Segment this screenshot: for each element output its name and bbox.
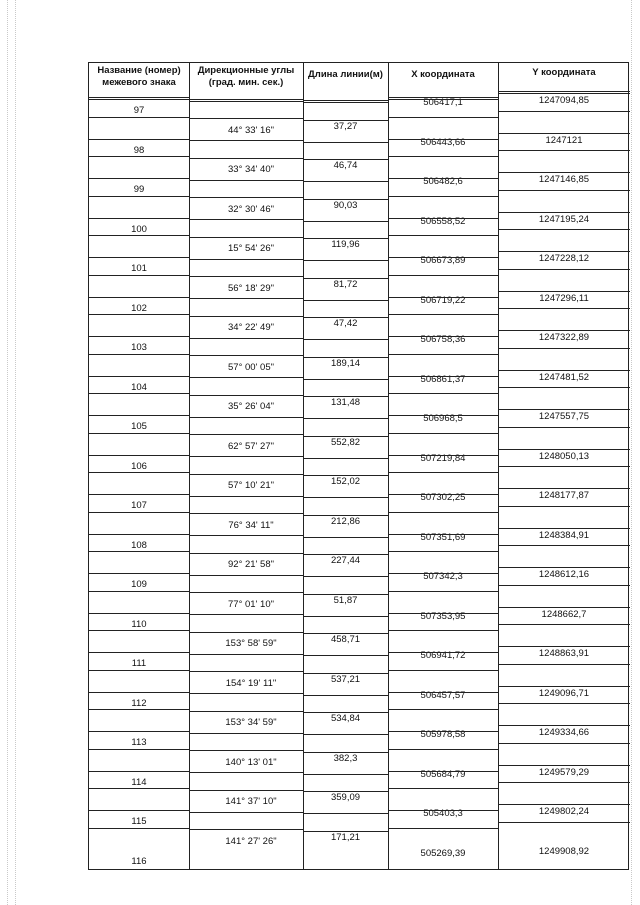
- point-name: 112: [131, 697, 147, 709]
- row-divider: [89, 117, 189, 118]
- row-divider: [189, 298, 303, 299]
- row-divider: [388, 218, 498, 219]
- row-divider: [303, 576, 388, 577]
- survey-coordinates-table: [88, 62, 629, 870]
- row-divider: [189, 434, 303, 435]
- row-divider: [189, 671, 303, 672]
- point-name: 116: [131, 855, 147, 867]
- directional-angle: 77° 01' 10": [228, 598, 274, 610]
- directional-angle: 141° 27' 26": [225, 835, 277, 847]
- row-divider: [189, 790, 303, 791]
- point-name: 108: [131, 539, 147, 551]
- row-divider: [89, 196, 189, 197]
- row-divider: [388, 235, 498, 236]
- row-divider: [388, 670, 498, 671]
- row-divider: [498, 133, 630, 134]
- row-divider: [303, 813, 388, 814]
- y-coordinate: 1248612,16: [538, 569, 590, 580]
- row-divider: [189, 118, 303, 119]
- row-divider: [303, 300, 388, 301]
- line-length: 152,02: [330, 476, 361, 488]
- y-coordinate: 1247146,85: [538, 174, 590, 185]
- row-divider: [388, 139, 498, 140]
- y-coordinate: 1247195,24: [538, 213, 590, 225]
- x-coordinate: 506861,37: [420, 373, 466, 385]
- directional-angle: 15° 54' 26": [228, 243, 274, 255]
- row-divider: [498, 466, 630, 467]
- row-divider: [189, 513, 303, 514]
- x-coordinate: 507342,3: [423, 571, 463, 582]
- directional-angle: 76° 34' 11": [228, 519, 274, 531]
- row-divider: [89, 275, 189, 276]
- row-divider: [498, 545, 630, 546]
- row-divider: [498, 291, 630, 292]
- row-divider: [303, 497, 388, 498]
- row-divider: [189, 99, 303, 100]
- directional-angle: 153° 58' 59": [225, 638, 277, 650]
- y-coordinate: 1248863,91: [538, 648, 590, 659]
- row-divider: [189, 180, 303, 181]
- row-divider: [189, 654, 303, 655]
- header-y-coordinate: Y координата: [532, 67, 596, 78]
- point-name: 97: [133, 105, 145, 116]
- row-divider: [388, 551, 498, 552]
- row-divider: [303, 260, 388, 261]
- row-divider: [89, 99, 189, 100]
- y-coordinate: 1247094,85: [538, 95, 590, 106]
- line-length: 212,86: [330, 515, 361, 527]
- point-name: 110: [131, 618, 147, 630]
- x-coordinate: 506941,72: [420, 650, 466, 661]
- directional-angle: 92° 21' 58": [228, 559, 274, 571]
- row-divider: [498, 348, 630, 349]
- line-length: 81,72: [333, 278, 358, 290]
- row-divider: [498, 607, 630, 608]
- row-divider: [189, 456, 303, 457]
- y-coordinate: 1248177,87: [538, 490, 590, 501]
- directional-angle: 57° 00' 05": [228, 361, 274, 373]
- row-divider: [388, 630, 498, 631]
- row-divider: [388, 512, 498, 513]
- row-divider: [89, 376, 189, 377]
- row-divider: [89, 534, 189, 535]
- y-coordinate: 1247228,12: [538, 253, 590, 264]
- row-divider: [388, 472, 498, 473]
- row-divider: [498, 91, 630, 92]
- row-divider: [498, 725, 630, 726]
- y-coordinate: 1248662,7: [541, 608, 587, 620]
- directional-angle: 56° 18' 29": [228, 282, 274, 294]
- row-divider: [189, 535, 303, 536]
- row-divider: [498, 308, 630, 309]
- directional-angle: 154° 19' 11": [225, 677, 277, 689]
- line-length: 47,42: [333, 318, 358, 330]
- row-divider: [498, 427, 630, 428]
- row-divider: [89, 771, 189, 772]
- point-name: 109: [131, 579, 147, 590]
- x-coordinate: 505269,39: [420, 847, 466, 859]
- row-divider: [89, 591, 189, 592]
- row-divider: [498, 567, 630, 568]
- x-coordinate: 506758,36: [420, 334, 466, 345]
- row-divider: [89, 512, 189, 513]
- row-divider: [189, 395, 303, 396]
- row-divider: [189, 772, 303, 773]
- row-divider: [189, 693, 303, 694]
- row-divider: [89, 393, 189, 394]
- row-divider: [89, 97, 189, 98]
- row-divider: [89, 788, 189, 789]
- row-divider: [303, 616, 388, 617]
- row-divider: [89, 354, 189, 355]
- row-divider: [498, 686, 630, 687]
- row-divider: [498, 387, 630, 388]
- row-divider: [89, 670, 189, 671]
- line-length: 37,27: [333, 120, 358, 132]
- row-divider: [89, 218, 189, 219]
- row-divider: [303, 221, 388, 222]
- row-divider: [388, 376, 498, 377]
- row-divider: [189, 592, 303, 593]
- line-length: 51,87: [333, 594, 358, 606]
- row-divider: [89, 139, 189, 140]
- row-divider: [388, 314, 498, 315]
- row-divider: [89, 828, 189, 829]
- row-divider: [189, 276, 303, 277]
- point-name: 100: [131, 223, 147, 235]
- row-divider: [89, 455, 189, 456]
- row-divider: [388, 99, 498, 100]
- x-coordinate: 506457,57: [420, 689, 466, 701]
- line-length: 131,48: [330, 397, 361, 409]
- row-divider: [388, 692, 498, 693]
- row-divider: [189, 496, 303, 497]
- row-divider: [498, 624, 630, 625]
- directional-angle: 57° 10' 21": [228, 480, 274, 492]
- row-divider: [303, 655, 388, 656]
- row-divider: [388, 275, 498, 276]
- line-length: 537,21: [330, 673, 361, 685]
- point-name: 106: [131, 460, 147, 472]
- row-divider: [89, 235, 189, 236]
- directional-angle: 34° 22' 49": [228, 322, 274, 334]
- y-coordinate: 1249908,92: [538, 845, 590, 857]
- row-divider: [189, 575, 303, 576]
- point-name: 105: [131, 421, 147, 432]
- row-divider: [189, 733, 303, 734]
- row-divider: [498, 212, 630, 213]
- row-divider: [89, 810, 189, 811]
- row-divider: [388, 534, 498, 535]
- point-name: 114: [131, 776, 147, 788]
- row-divider: [189, 829, 303, 830]
- row-divider: [388, 828, 498, 829]
- row-divider: [89, 178, 189, 179]
- header-point-name: Название (номер) межевого знака: [97, 65, 181, 88]
- row-divider: [303, 695, 388, 696]
- row-divider: [388, 415, 498, 416]
- row-divider: [189, 377, 303, 378]
- row-divider: [89, 630, 189, 631]
- point-name: 98: [133, 144, 145, 156]
- line-length: 189,14: [330, 357, 361, 369]
- row-divider: [498, 449, 630, 450]
- row-divider: [189, 316, 303, 317]
- row-divider: [89, 749, 189, 750]
- row-divider: [498, 743, 630, 744]
- row-divider: [189, 812, 303, 813]
- row-divider: [303, 339, 388, 340]
- directional-angle: 141° 37' 10": [225, 796, 277, 808]
- row-divider: [303, 100, 388, 101]
- row-divider: [388, 455, 498, 456]
- row-divider: [498, 370, 630, 371]
- row-divider: [89, 652, 189, 653]
- x-coordinate: 507219,84: [420, 452, 466, 464]
- point-name: 101: [131, 263, 147, 274]
- point-name: 104: [131, 381, 147, 393]
- x-coordinate: 505684,79: [420, 768, 466, 780]
- row-divider: [303, 102, 388, 103]
- y-coordinate: 1247322,89: [538, 332, 590, 343]
- directional-angle: 140° 13' 01": [225, 756, 277, 768]
- row-divider: [89, 551, 189, 552]
- row-divider: [388, 178, 498, 179]
- row-divider: [189, 338, 303, 339]
- row-divider: [89, 709, 189, 710]
- line-length: 359,09: [330, 792, 361, 804]
- column-divider: [189, 63, 190, 869]
- row-divider: [498, 585, 630, 586]
- x-coordinate: 507302,25: [420, 492, 466, 503]
- line-length: 227,44: [330, 555, 361, 567]
- row-divider: [189, 632, 303, 633]
- row-divider: [189, 417, 303, 418]
- row-divider: [388, 196, 498, 197]
- header-line-length: Длина линии(м): [308, 69, 383, 80]
- row-divider: [189, 158, 303, 159]
- line-length: 552,82: [330, 436, 361, 448]
- point-name: 107: [131, 500, 147, 511]
- row-divider: [388, 731, 498, 732]
- row-divider: [388, 156, 498, 157]
- row-divider: [388, 709, 498, 710]
- row-divider: [388, 810, 498, 811]
- x-coordinate: 506482,6: [423, 176, 463, 187]
- x-coordinate: 507351,69: [420, 531, 466, 543]
- point-name: 111: [131, 658, 147, 669]
- row-divider: [498, 172, 630, 173]
- header-x-coordinate: X координата: [411, 69, 475, 80]
- directional-angle: 35° 26' 04": [228, 401, 274, 413]
- row-divider: [388, 297, 498, 298]
- row-divider: [303, 537, 388, 538]
- row-divider: [388, 771, 498, 772]
- line-length: 171,21: [330, 831, 361, 843]
- header-directional-angle: Дирекционные углы (град. мин. сек.): [197, 65, 295, 88]
- row-divider: [498, 804, 630, 805]
- y-coordinate: 1247557,75: [538, 411, 590, 422]
- x-coordinate: 505403,3: [423, 808, 463, 819]
- row-divider: [498, 782, 630, 783]
- row-divider: [189, 237, 303, 238]
- y-coordinate: 1249579,29: [538, 766, 590, 778]
- row-divider: [189, 355, 303, 356]
- x-coordinate: 507353,95: [420, 610, 466, 622]
- row-divider: [189, 219, 303, 220]
- y-coordinate: 1249802,24: [538, 806, 590, 817]
- row-divider: [89, 433, 189, 434]
- point-name: 99: [133, 184, 145, 195]
- row-divider: [388, 336, 498, 337]
- directional-angle: 62° 57' 27": [228, 440, 274, 452]
- y-coordinate: 1248384,91: [538, 529, 590, 541]
- row-divider: [89, 257, 189, 258]
- row-divider: [303, 379, 388, 380]
- row-divider: [388, 393, 498, 394]
- line-length: 382,3: [333, 752, 358, 764]
- x-coordinate: 506443,66: [420, 136, 466, 148]
- row-divider: [189, 140, 303, 141]
- point-name: 113: [131, 737, 147, 748]
- row-divider: [303, 458, 388, 459]
- row-divider: [189, 553, 303, 554]
- x-coordinate: 505978,58: [420, 729, 466, 740]
- row-divider: [89, 336, 189, 337]
- row-divider: [388, 613, 498, 614]
- row-divider: [498, 190, 630, 191]
- y-coordinate: 1248050,13: [538, 450, 590, 462]
- y-coordinate: 1247296,11: [539, 292, 589, 304]
- directional-angle: 33° 34' 40": [228, 164, 274, 176]
- row-divider: [498, 409, 630, 410]
- x-coordinate: 506417,1: [423, 97, 463, 108]
- row-divider: [498, 251, 630, 252]
- line-length: 458,71: [330, 634, 361, 646]
- row-divider: [303, 418, 388, 419]
- row-divider: [189, 711, 303, 712]
- row-divider: [388, 652, 498, 653]
- row-divider: [189, 474, 303, 475]
- y-coordinate: 1249096,71: [538, 687, 590, 699]
- row-divider: [388, 354, 498, 355]
- row-divider: [89, 314, 189, 315]
- row-divider: [303, 734, 388, 735]
- row-divider: [498, 664, 630, 665]
- row-divider: [89, 613, 189, 614]
- row-divider: [498, 488, 630, 489]
- row-divider: [303, 142, 388, 143]
- row-divider: [89, 472, 189, 473]
- row-divider: [388, 591, 498, 592]
- y-coordinate: 1247121: [545, 134, 583, 146]
- directional-angle: 153° 34' 59": [225, 717, 277, 729]
- row-divider: [498, 528, 630, 529]
- row-divider: [498, 703, 630, 704]
- line-length: 534,84: [330, 713, 361, 725]
- row-divider: [388, 433, 498, 434]
- point-name: 115: [131, 816, 147, 827]
- y-coordinate: 1247481,52: [538, 371, 590, 383]
- row-divider: [498, 765, 630, 766]
- column-divider: [303, 63, 304, 869]
- line-length: 119,96: [331, 239, 360, 251]
- point-name: 102: [131, 302, 147, 314]
- row-divider: [89, 297, 189, 298]
- row-divider: [388, 788, 498, 789]
- row-divider: [303, 181, 388, 182]
- row-divider: [89, 692, 189, 693]
- row-divider: [89, 415, 189, 416]
- row-divider: [189, 614, 303, 615]
- row-divider: [89, 494, 189, 495]
- row-divider: [498, 330, 630, 331]
- row-divider: [89, 156, 189, 157]
- row-divider: [189, 101, 303, 102]
- row-divider: [189, 750, 303, 751]
- row-divider: [498, 506, 630, 507]
- x-coordinate: 506558,52: [420, 215, 466, 227]
- row-divider: [388, 117, 498, 118]
- row-divider: [189, 259, 303, 260]
- point-name: 103: [131, 342, 147, 353]
- row-divider: [498, 150, 630, 151]
- row-divider: [388, 749, 498, 750]
- line-length: 46,74: [333, 160, 358, 172]
- directional-angle: 44° 33' 16": [228, 124, 274, 136]
- x-coordinate: 506719,22: [420, 294, 466, 306]
- x-coordinate: 506673,89: [420, 255, 466, 266]
- row-divider: [189, 197, 303, 198]
- row-divider: [303, 774, 388, 775]
- row-divider: [388, 257, 498, 258]
- row-divider: [89, 573, 189, 574]
- y-coordinate: 1249334,66: [538, 727, 590, 738]
- row-divider: [498, 111, 630, 112]
- row-divider: [388, 494, 498, 495]
- line-length: 90,03: [333, 199, 358, 211]
- row-divider: [388, 573, 498, 574]
- directional-angle: 32° 30' 46": [228, 203, 274, 215]
- row-divider: [498, 229, 630, 230]
- row-divider: [498, 93, 630, 94]
- row-divider: [498, 646, 630, 647]
- row-divider: [498, 822, 630, 823]
- x-coordinate: 506968,5: [423, 413, 463, 424]
- row-divider: [89, 731, 189, 732]
- row-divider: [498, 269, 630, 270]
